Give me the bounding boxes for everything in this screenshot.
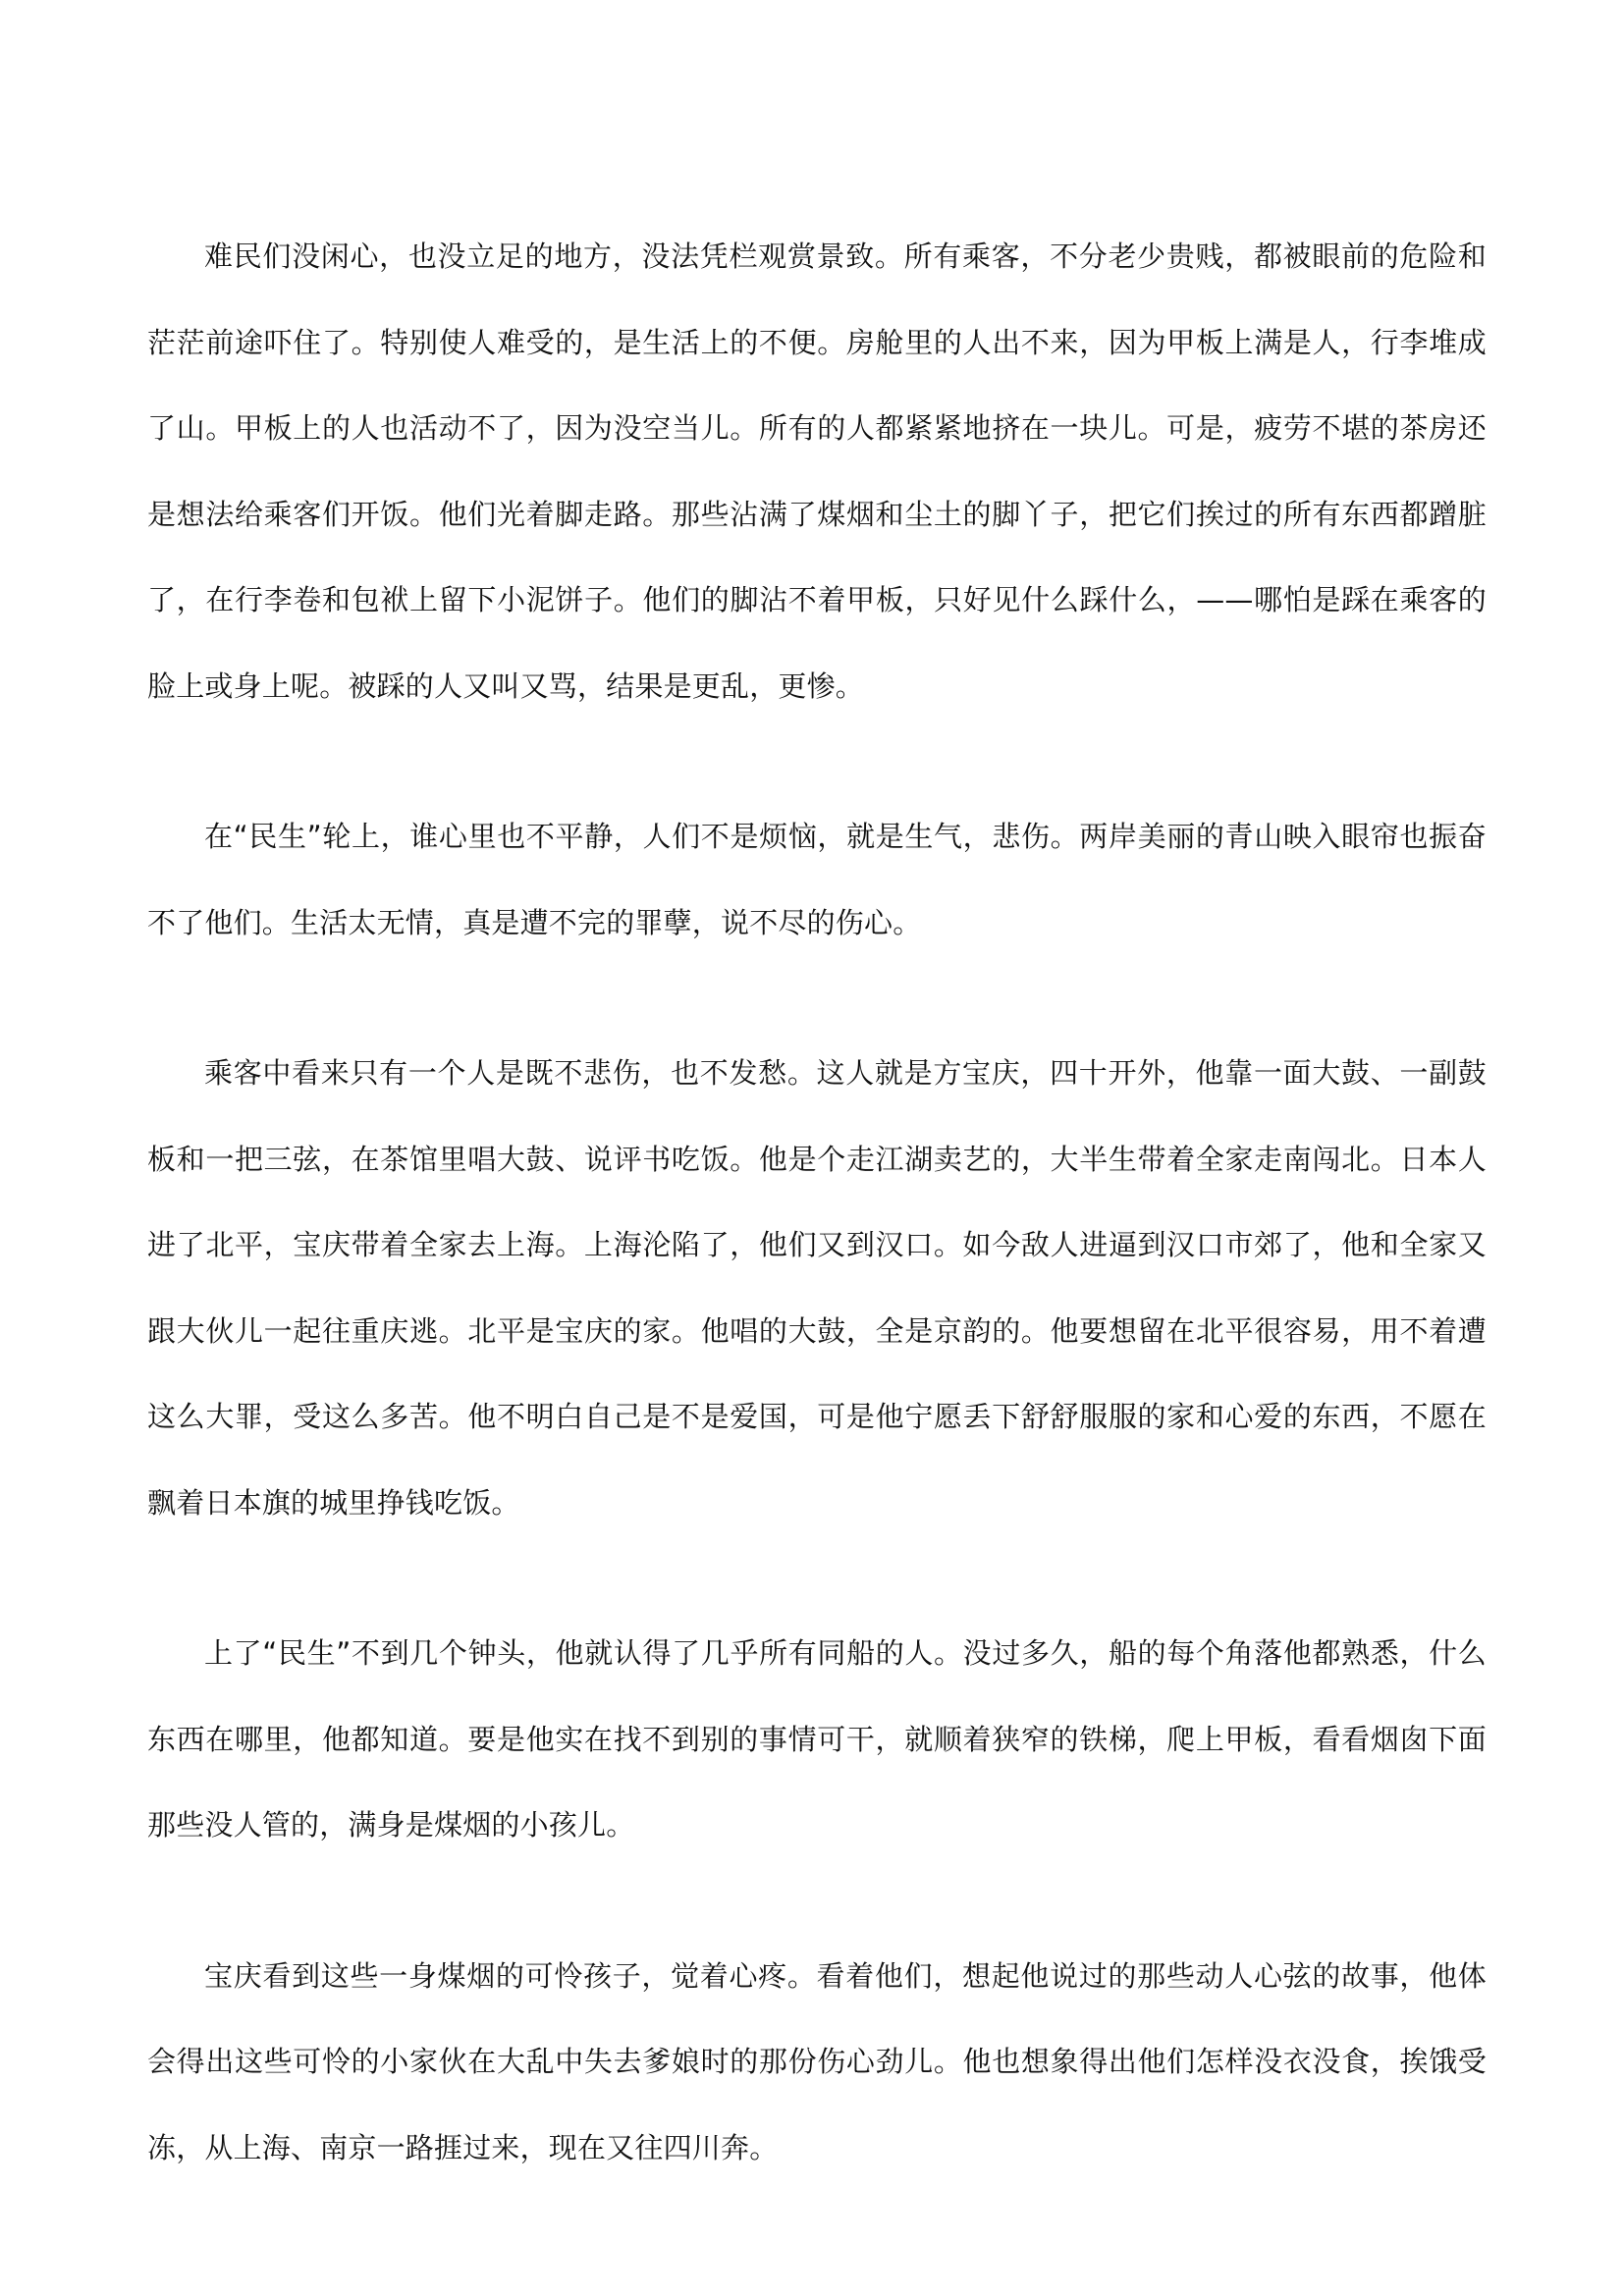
paragraph-passengers-mood: 在“民生”轮上，谁心里也不平静，人们不是烦恼，就是生气，悲伤。两岸美丽的青山映入眼帘也振奋不了他们。生活太无情，真是遭不完的罪孽，说不尽的伤心。 [147, 820, 1487, 939]
paragraph-knows-everyone: 上了“民生”不到几个钟头，他就认得了几乎所有同船的人。没过多久，船的每个角落他都熟悉，什么东西在哪里，他都知道。要是他实在找不到别的事情可干，就顺着狭窄的铁梯，爬上甲板，看看烟囱下面那些没人管的，满身是煤烟的小孩儿。 [147, 1636, 1487, 1842]
document-body [147, 214, 1487, 2256]
paragraph-fang-baoqing-intro: 乘客中看来只有一个人是既不悲伤，也不发愁。这人就是方宝庆，四十开外，他靠一面大鼓、一副鼓板和一把三弦，在茶馆里唱大鼓、说评书吃饭。他是个走江湖卖艺的，大半生带着全家走南闯北。日本人进了北平，宝庆带着全家去上海。上海沦陷了，他们又到汉口。如今敌人进逼到汉口市郊了，他和全家又跟大伙儿一起往重庆逃。北平是宝庆的家。他唱的大鼓，全是京韵的。他要想留在北平很容易，用不着遭这么大罪，受这么多苦。他不明白自己是不是爱国，可是他宁愿丢下舒舒服服的家和心爱的东西，不愿在飘着日本旗的城里挣钱吃饭。 [147, 1056, 1487, 1520]
paragraph-refugees-on-deck: 难民们没闲心，也没立足的地方，没法凭栏观赏景致。所有乘客，不分老少贵贱，都被眼前的危险和茫茫前途吓住了。特别使人难受的，是生活上的不便。房舱里的人出不来，因为甲板上满是人，行李堆成了山。甲板上的人也活动不了，因为没空当儿。所有的人都紧紧地挤在一块儿。可是，疲劳不堪的茶房还是想法给乘客们开饭。他们光着脚走路。那些沾满了煤烟和尘土的脚丫子，把它们挨过的所有东西都蹭脏了，在行李卷和包袱上留下小泥饼子。他们的脚沾不着甲板，只好见什么踩什么，——哪怕是踩在乘客的脸上或身上呢。被踩的人又叫又骂，结果是更乱，更惨。 [147, 240, 1487, 703]
paragraph-pity-children: 宝庆看到这些一身煤烟的可怜孩子，觉着心疼。看着他们，想起他说过的那些动人心弦的故事，他体会得出这些可怜的小家伙在大乱中失去爹娘时的那份伤心劲儿。他也想象得出他们怎样没衣没食，挨饿受冻，从上海、南京一路捱过来，现在又往四川奔。 [147, 1958, 1487, 2164]
